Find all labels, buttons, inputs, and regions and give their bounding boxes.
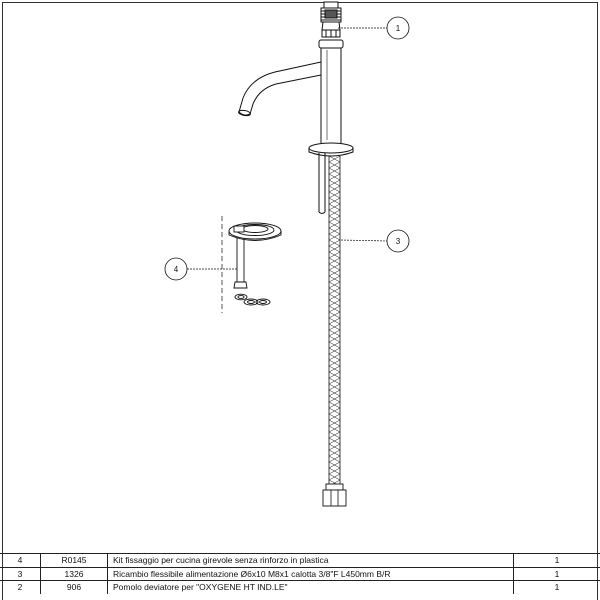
part-code: R0145 — [41, 554, 108, 568]
parts-list-table — [0, 553, 600, 594]
part-code: 906 — [41, 581, 108, 594]
callout-3 — [341, 230, 409, 252]
table-row — [0, 567, 600, 581]
fixing-kit-part — [222, 216, 281, 313]
sheet-border — [3, 3, 598, 600]
part-description: Kit fissaggio per cucina girevole senza rinforzo in plastica — [108, 554, 514, 568]
item-number: 2 — [0, 581, 41, 594]
part-description: Ricambio flessibile alimentazione Ø6x10 M8x1 calotta 3/8"F L450mm B/R — [108, 567, 514, 581]
item-number: 3 — [0, 567, 41, 581]
table-row — [0, 581, 600, 594]
callout-1 — [338, 17, 409, 39]
table-row — [0, 554, 600, 568]
part-quantity: 1 — [514, 581, 600, 594]
callout-4 — [165, 258, 237, 280]
flexible-hose-part — [323, 156, 346, 506]
callout-1-label: 1 — [395, 24, 401, 33]
cartridge-part — [321, 2, 341, 37]
part-code: 1326 — [41, 567, 108, 581]
callout-3-label: 3 — [395, 237, 401, 246]
part-quantity: 1 — [514, 567, 600, 581]
part-description: Pomolo deviatore per "OXYGENE HT IND.LE" — [108, 581, 514, 594]
faucet-body — [238, 2, 353, 214]
callout-4-label: 4 — [173, 265, 179, 274]
part-quantity: 1 — [514, 554, 600, 568]
item-number: 4 — [0, 554, 41, 568]
